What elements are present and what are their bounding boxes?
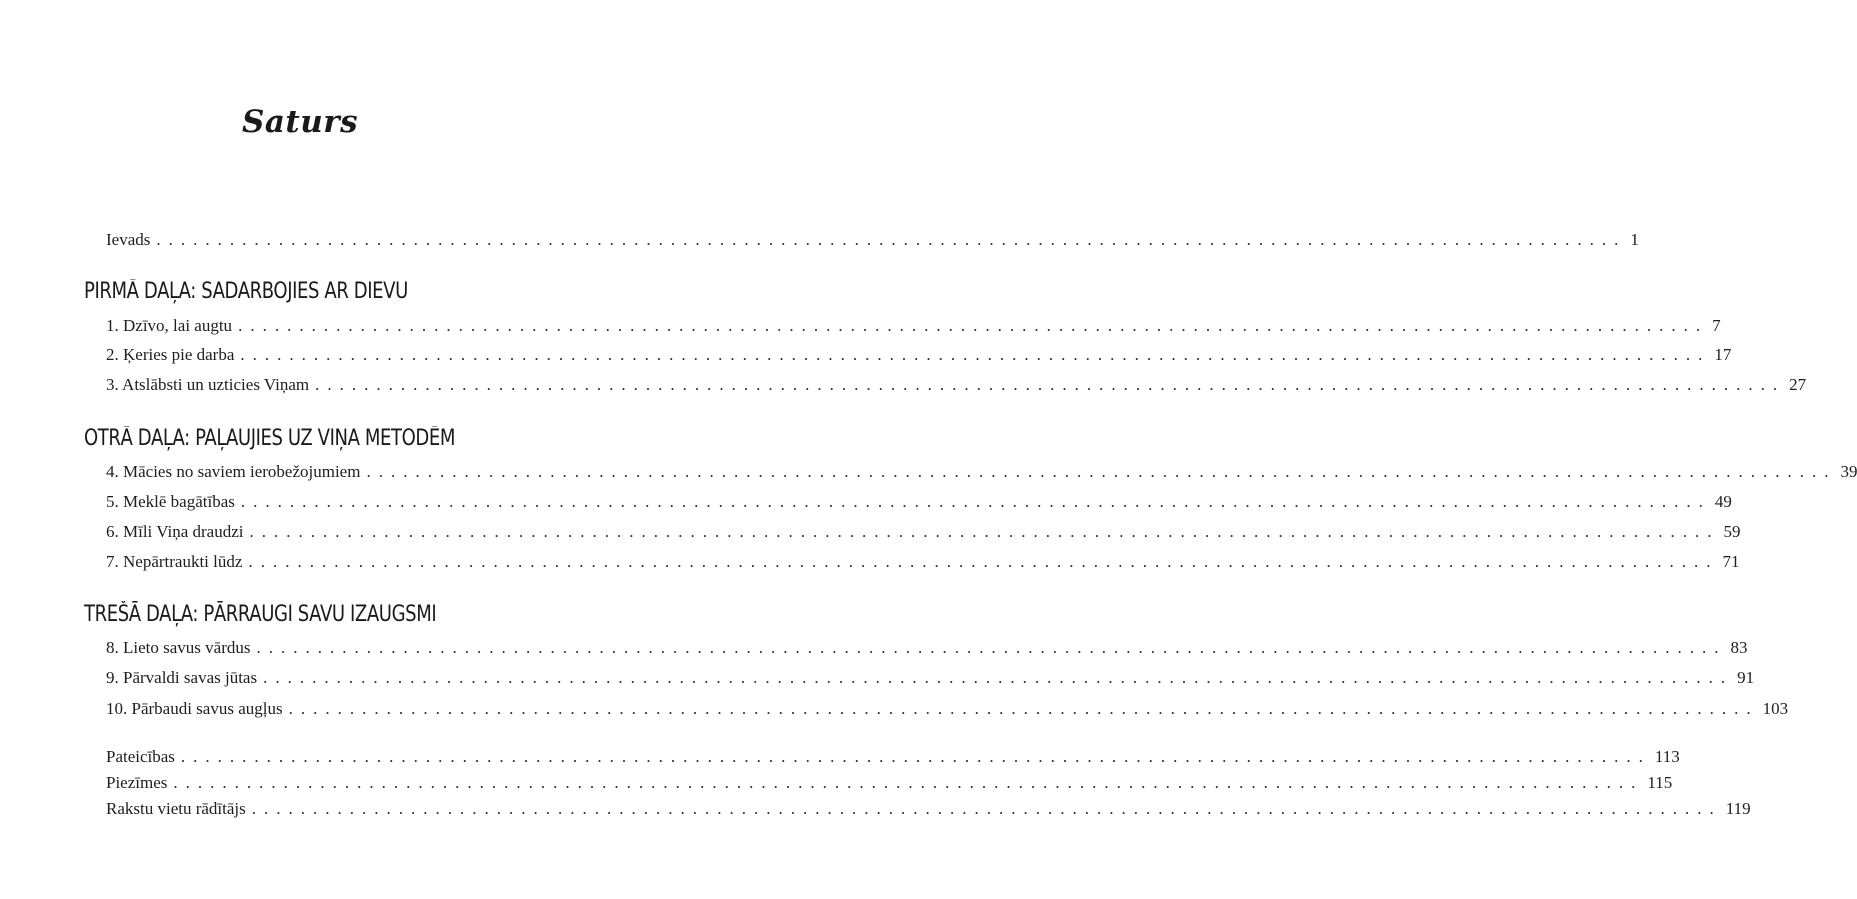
toc-entry-chapter-1 (106, 315, 1721, 337)
toc-entry-page: 119 (1725, 799, 1751, 818)
dot-leader: ........................................................................................................................ (366, 462, 1837, 481)
toc-entry-chapter-7 (106, 551, 1740, 573)
page-title: Saturs (241, 104, 359, 140)
toc-entry-chapter-8 (106, 637, 1748, 659)
toc-entry-chapter-4 (106, 461, 1857, 483)
toc-entry-page: 91 (1737, 668, 1755, 687)
toc-entry-label: 2. Ķeries pie darba (106, 345, 235, 364)
part-heading-3: TREŠĀ DAĻA: PĀRRAUGI SAVU IZAUGSMI (84, 602, 437, 627)
toc-entry-label: 8. Lieto savus vārdus (106, 638, 251, 657)
dot-leader: ........................................................................................................................ (240, 345, 1711, 364)
toc-entry-page: 59 (1723, 522, 1741, 541)
toc-entry-label: 1. Dzīvo, lai augtu (106, 316, 233, 335)
toc-entry-page: 27 (1789, 375, 1807, 394)
toc-entry-label: Pateicības (106, 747, 175, 766)
dot-leader: ........................................................................................................................ (240, 492, 1711, 511)
toc-entry-page: 113 (1654, 747, 1680, 766)
toc-entry-chapter-3 (106, 374, 1807, 396)
toc-entry-label: 6. Mīli Viņa draudzi (106, 522, 244, 541)
toc-entry-notes (106, 772, 1673, 794)
toc-entry-label: 3. Atslābsti un uzticies Viņam (106, 375, 310, 394)
toc-entry-scripture-index (106, 798, 1751, 820)
toc-entry-label: 9. Pārvaldi savas jūtas (106, 668, 258, 687)
toc-entry-label: Rakstu vietu rādītājs (106, 799, 246, 818)
toc-entry-page: 49 (1714, 492, 1732, 511)
toc-entry-chapter-6 (106, 521, 1741, 543)
toc-entry-page: 103 (1762, 699, 1789, 718)
toc-entry-label: 5. Meklē bagātības (106, 492, 235, 511)
dot-leader: ........................................................................................................................ (238, 316, 1709, 335)
toc-entry-label: 4. Mācies no saviem ierobežojumiem (106, 462, 361, 481)
toc-entry-intro (106, 229, 1639, 251)
dot-leader: ........................................................................................................................ (173, 773, 1644, 792)
toc-entry-page: 17 (1714, 345, 1732, 364)
toc-entry-chapter-5 (106, 491, 1732, 513)
toc-entry-label: Piezīmes (106, 773, 168, 792)
dot-leader: ........................................................................................................................ (248, 552, 1719, 571)
toc-entry-page: 7 (1712, 316, 1721, 335)
dot-leader: ........................................................................................................................ (249, 522, 1720, 541)
toc-entry-label: Ievads (106, 230, 151, 249)
dot-leader: ........................................................................................................................ (256, 638, 1727, 657)
toc-entry-label: 10. Pārbaudi savus augļus (106, 699, 283, 718)
toc-entry-label: 7. Nepārtraukti lūdz (106, 552, 243, 571)
dot-leader: ........................................................................................................................ (263, 668, 1734, 687)
dot-leader: ........................................................................................................................ (180, 747, 1651, 766)
dot-leader: ........................................................................................................................ (315, 375, 1786, 394)
toc-entry-page: 39 (1840, 462, 1857, 481)
toc-entry-chapter-2 (106, 344, 1732, 366)
toc-entry-chapter-9 (106, 667, 1755, 689)
dot-leader: ........................................................................................................................ (251, 799, 1722, 818)
toc-entry-page: 1 (1630, 230, 1639, 249)
toc-entry-page: 83 (1730, 638, 1748, 657)
dot-leader: ........................................................................................................................ (156, 230, 1627, 249)
dot-leader: ........................................................................................................................ (288, 699, 1759, 718)
toc-entry-page: 115 (1647, 773, 1673, 792)
toc-entry-chapter-10 (106, 698, 1789, 720)
toc-entry-acknowledgements (106, 746, 1680, 768)
part-heading-1: PIRMĀ DAĻA: SADARBOJIES AR DIEVU (84, 279, 408, 304)
toc-entry-page: 71 (1722, 552, 1740, 571)
part-heading-2: OTRĀ DAĻA: PAĻAUJIES UZ VIŅA METODĒM (84, 426, 456, 451)
